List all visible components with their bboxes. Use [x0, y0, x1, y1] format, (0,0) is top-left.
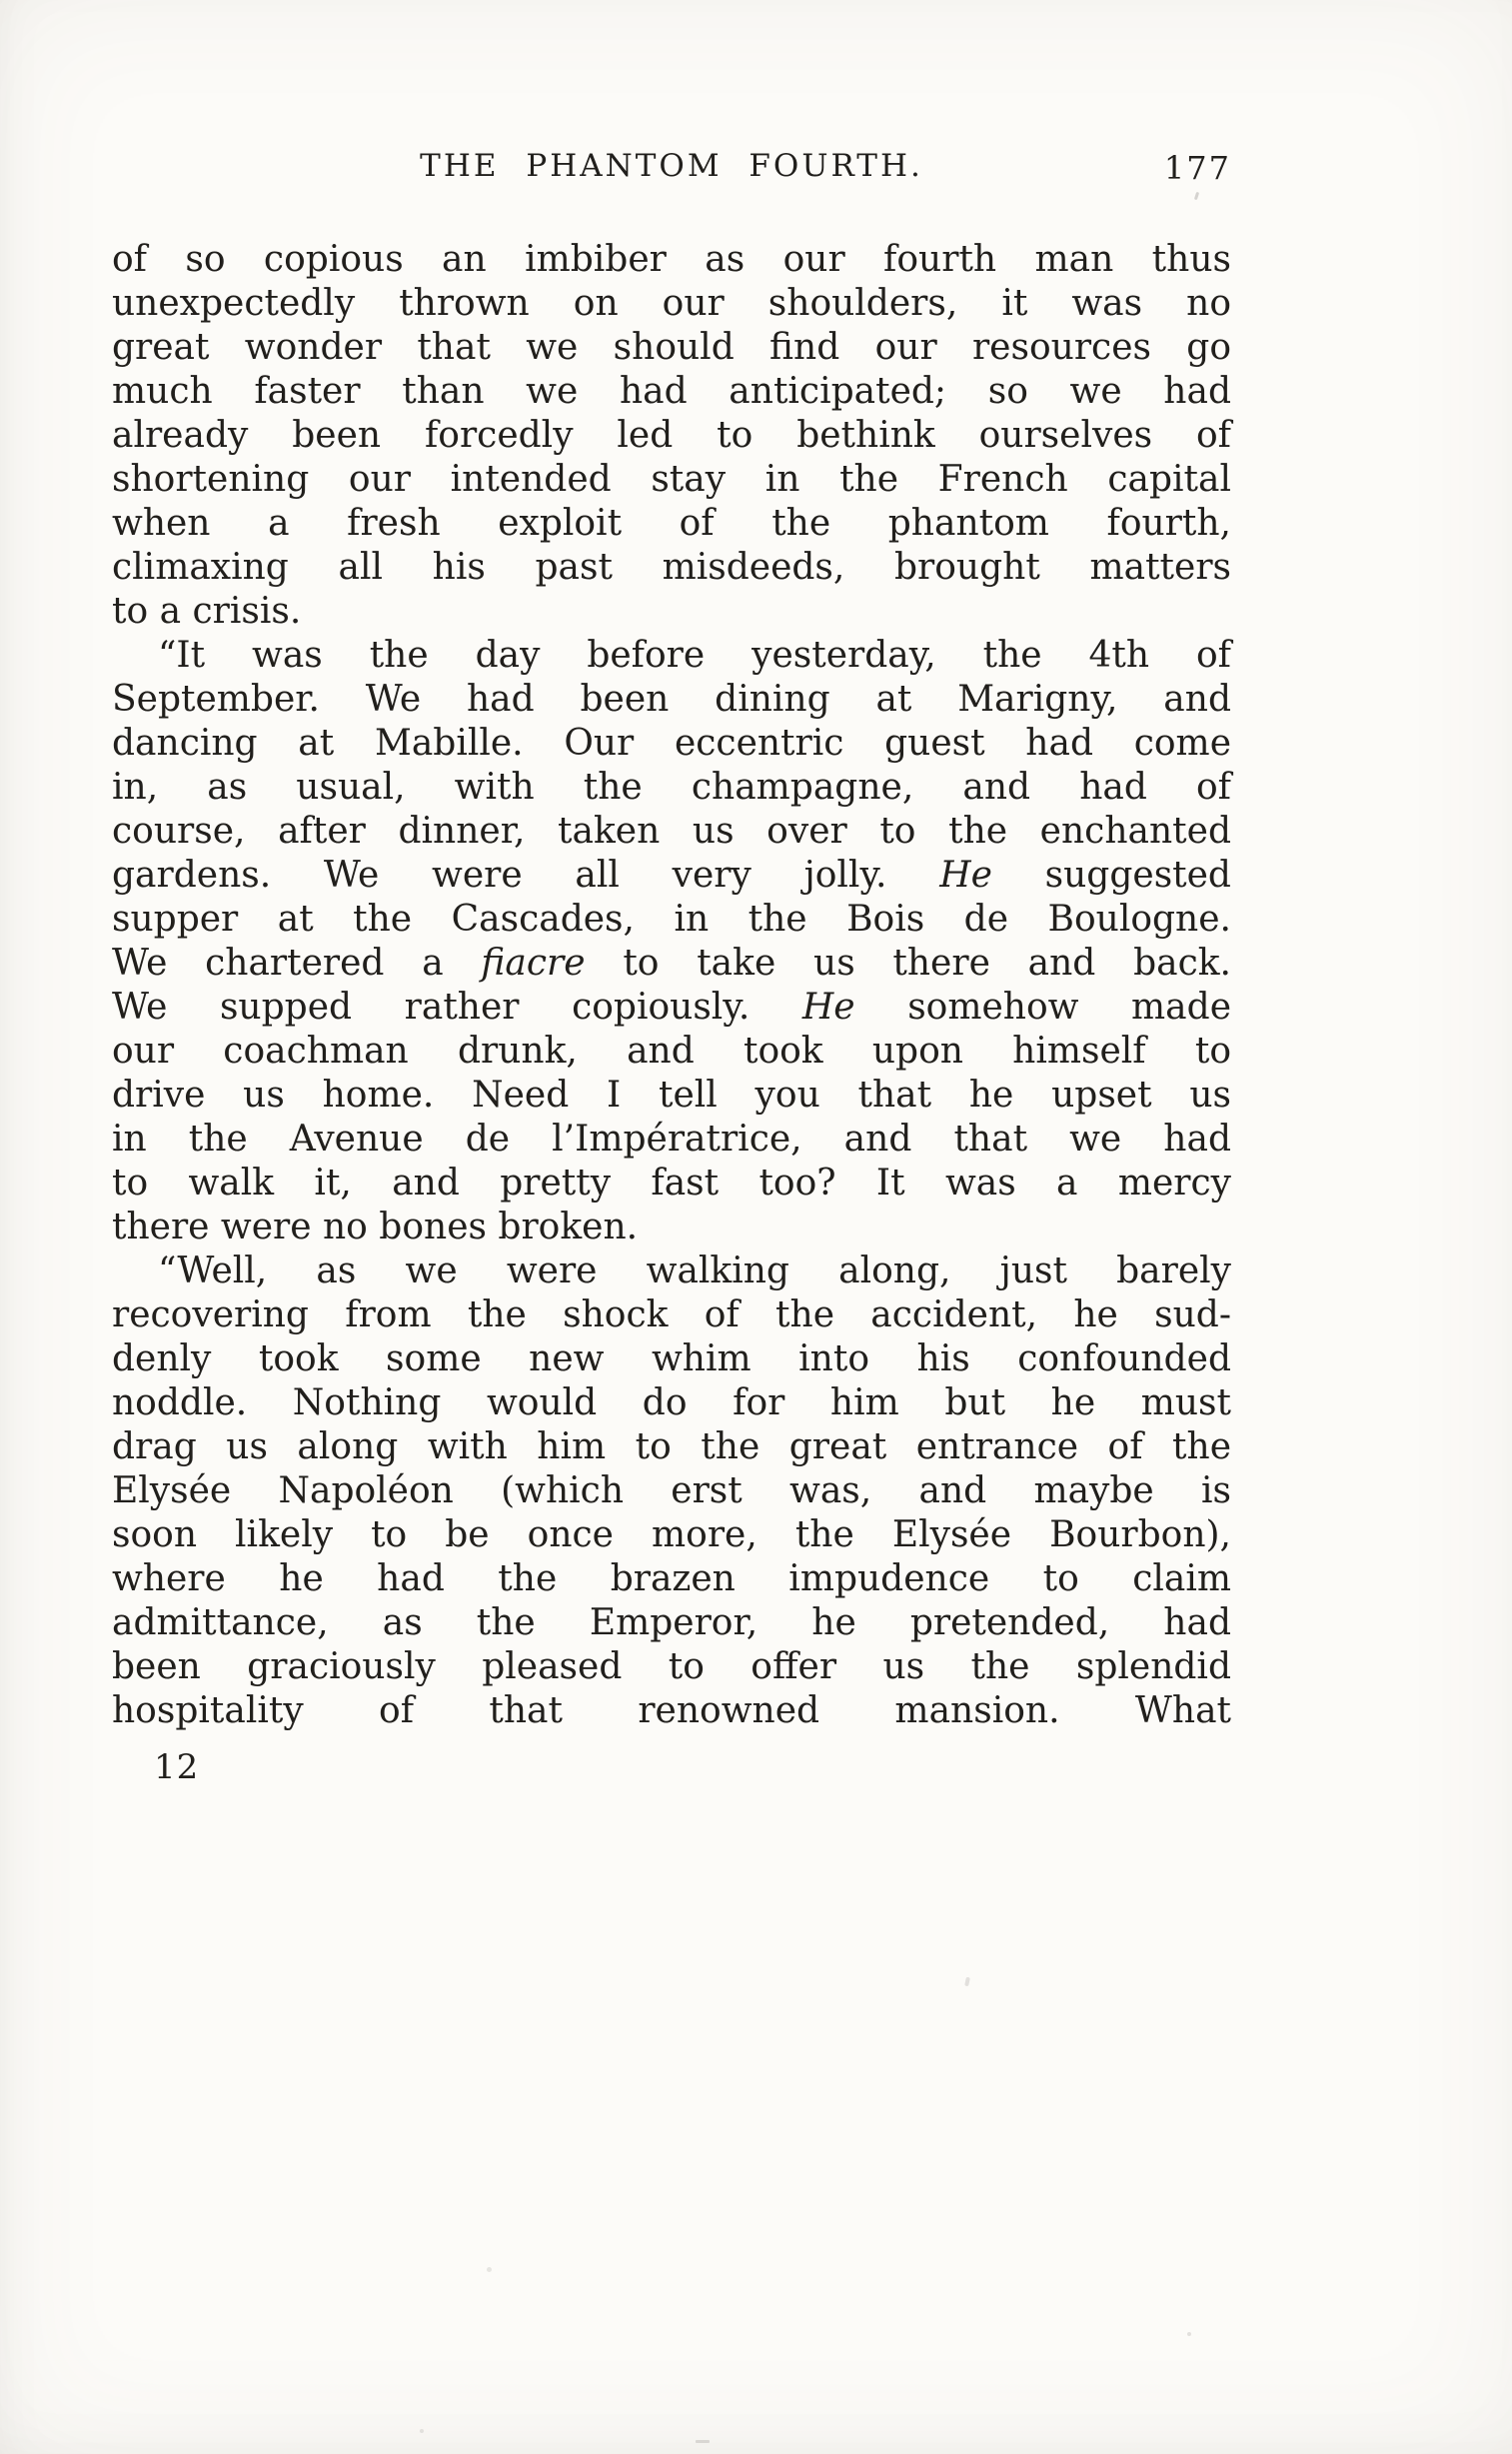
- text-line: [112, 1601, 1231, 1645]
- text-line: [112, 1293, 1231, 1337]
- text-run: in the Avenue de l’Impératrice, and that we had: [112, 1119, 1231, 1160]
- text-run: where he had the brazen impudence to claim: [112, 1558, 1231, 1599]
- text-line: [112, 1118, 1231, 1162]
- page-number: 177: [1163, 149, 1231, 187]
- scan-speck: [420, 2429, 424, 2433]
- text-run: course, after dinner, taken us over to the enchanted: [112, 811, 1231, 852]
- text-run: our coachman drunk, and took upon himself to: [112, 1031, 1231, 1072]
- text-line: [112, 414, 1231, 458]
- paragraph: [112, 1249, 1231, 1733]
- page-header: [112, 148, 1231, 192]
- text-line: [112, 1425, 1231, 1469]
- text-run: in, as usual, with the champagne, and had of: [112, 767, 1231, 808]
- text-run: “Well, as we were walking along, just barely: [158, 1250, 1231, 1291]
- text-run: unexpectedly thrown on our shoulders, it was no: [112, 283, 1231, 324]
- scan-speck: [696, 2440, 710, 2443]
- text-run: of so copious an imbiber as our fourth man thus: [112, 239, 1231, 280]
- text-line: [112, 1030, 1231, 1074]
- text-run: noddle. Nothing would do for him but he must: [112, 1382, 1231, 1423]
- text-line: [112, 942, 1231, 986]
- text-run: soon likely to be once more, the Elysée Bourbon),: [112, 1514, 1231, 1555]
- text-run: We supped rather copiously.: [112, 987, 802, 1028]
- text-run: when a fresh exploit of the phantom fourth,: [112, 503, 1231, 544]
- text-run: recovering from the shock of the accident, he sud-: [112, 1294, 1231, 1335]
- text-block: [112, 238, 1231, 1733]
- text-run: dancing at Mabille. Our eccentric guest had come: [112, 723, 1231, 764]
- text-line: [112, 634, 1231, 678]
- text-line: [112, 1162, 1231, 1206]
- text-run: hospitality of that renowned mansion. What: [112, 1690, 1231, 1731]
- text-line: [112, 810, 1231, 854]
- text-line: [112, 1074, 1231, 1118]
- text-line: [112, 1689, 1231, 1733]
- text-line: [112, 1249, 1231, 1293]
- text-line: [112, 898, 1231, 942]
- text-line: [112, 1381, 1231, 1425]
- text-line: [112, 854, 1231, 898]
- text-line: [112, 502, 1231, 546]
- text-run: somehow made: [854, 987, 1231, 1028]
- text-line: [112, 766, 1231, 810]
- text-line: [112, 1645, 1231, 1689]
- text-line: [112, 326, 1231, 370]
- text-line: [112, 1206, 1231, 1249]
- italic-text-run: fiacre: [481, 943, 586, 984]
- text-run: great wonder that we should find our resources go: [112, 327, 1231, 368]
- scan-speck: [487, 2267, 492, 2272]
- text-run: drive us home. Need I tell you that he upset us: [112, 1075, 1231, 1116]
- text-line: [112, 238, 1231, 282]
- signature-mark: 12: [154, 1747, 200, 1787]
- text-run: shortening our intended stay in the French capital: [112, 459, 1231, 500]
- text-line: [112, 590, 1231, 634]
- italic-text-run: He: [801, 987, 855, 1028]
- text-run: September. We had been dining at Marigny, and: [112, 679, 1231, 720]
- text-run: there were no bones broken.: [112, 1207, 639, 1247]
- scan-speck: [1187, 2332, 1191, 2336]
- text-run: “It was the day before yesterday, the 4th of: [158, 635, 1231, 676]
- text-run: supper at the Cascades, in the Bois de Boulogne.: [112, 899, 1231, 940]
- page-footer: [112, 1747, 1231, 1787]
- text-run: climaxing all his past misdeeds, brought matters: [112, 547, 1231, 588]
- text-line: [112, 282, 1231, 326]
- text-line: [112, 722, 1231, 766]
- text-run: much faster than we had anticipated; so we had: [112, 371, 1231, 412]
- text-line: [112, 370, 1231, 414]
- text-run: to a crisis.: [112, 591, 302, 632]
- text-line: [112, 546, 1231, 590]
- text-run: denly took some new whim into his confounded: [112, 1338, 1231, 1379]
- text-run: to take us there and back.: [585, 943, 1231, 984]
- italic-text-run: He: [939, 855, 992, 896]
- text-run: already been forcedly led to bethink ourselves of: [112, 415, 1231, 456]
- text-line: [112, 458, 1231, 502]
- text-run: We chartered a: [112, 943, 482, 984]
- running-title: THE PHANTOM FOURTH.: [420, 148, 923, 184]
- text-line: [112, 986, 1231, 1030]
- text-line: [112, 1469, 1231, 1513]
- paragraph: [112, 238, 1231, 634]
- scan-speck: [964, 1977, 970, 1987]
- text-run: drag us along with him to the great entrance of the: [112, 1426, 1231, 1467]
- text-run: been graciously pleased to offer us the splendid: [112, 1646, 1231, 1687]
- text-line: [112, 678, 1231, 722]
- text-line: [112, 1513, 1231, 1557]
- text-line: [112, 1337, 1231, 1381]
- text-run: Elysée Napoléon (which erst was, and maybe is: [112, 1470, 1231, 1511]
- text-run: suggested: [991, 855, 1231, 896]
- text-run: admittance, as the Emperor, he pretended, had: [112, 1602, 1231, 1643]
- paragraph: [112, 634, 1231, 1249]
- text-run: to walk it, and pretty fast too? It was a mercy: [112, 1163, 1231, 1204]
- text-line: [112, 1557, 1231, 1601]
- text-run: gardens. We were all very jolly.: [112, 855, 940, 896]
